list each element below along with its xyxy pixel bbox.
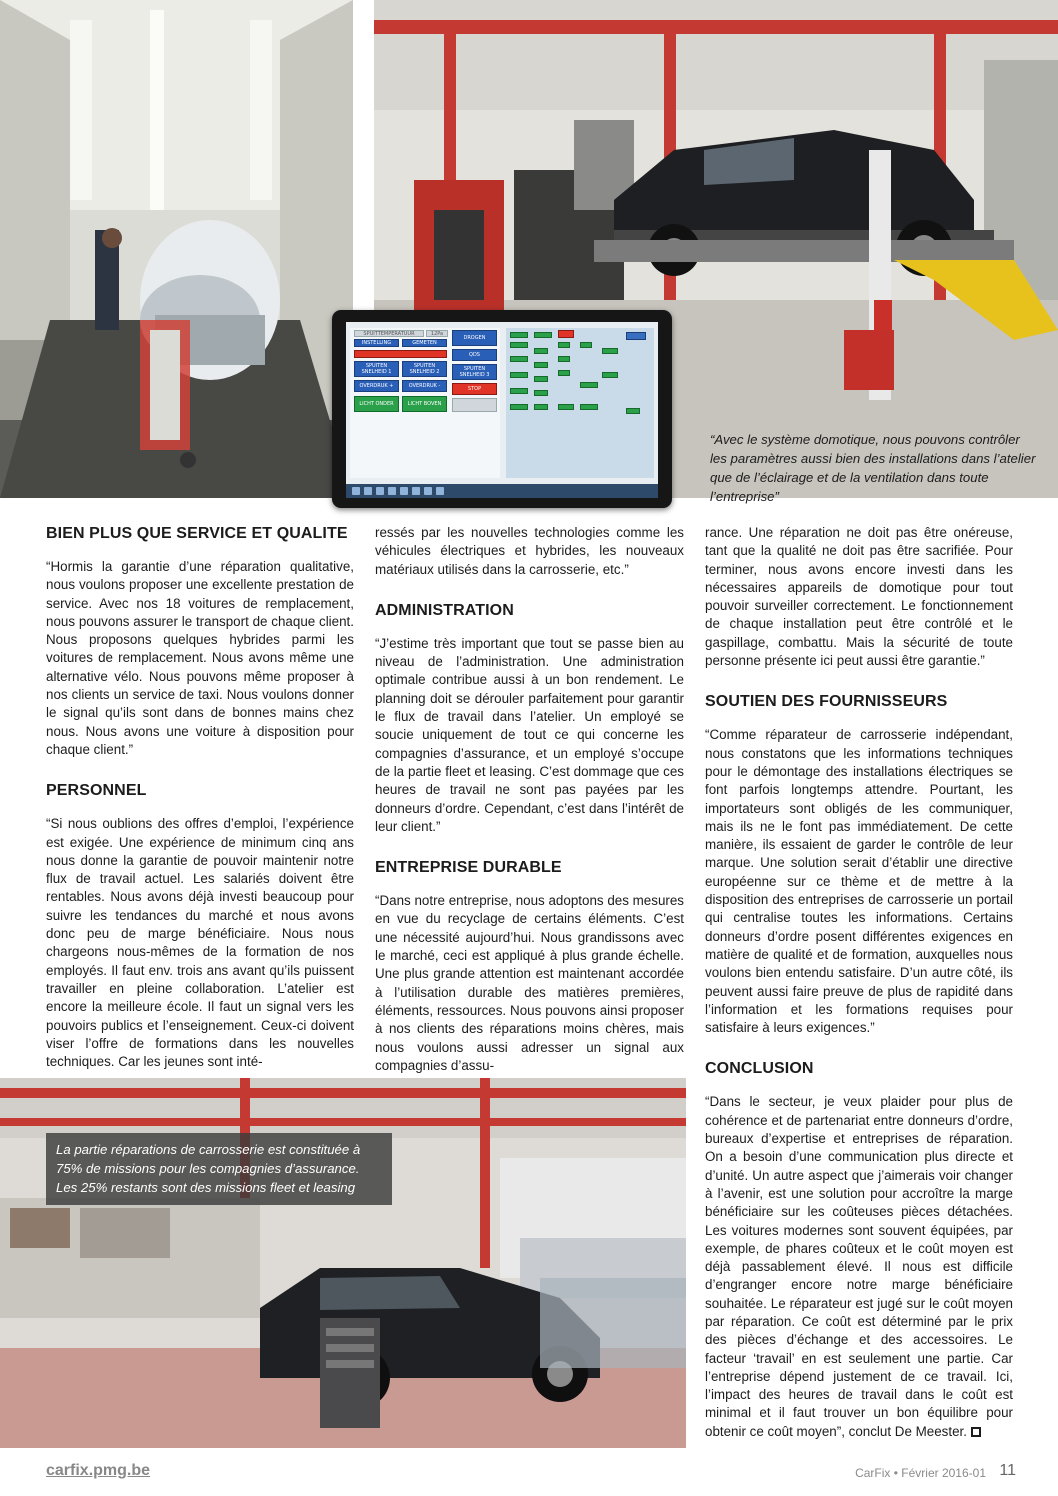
heading-suppliers: SOUTIEN DES FOURNISSEURS	[705, 693, 948, 711]
floorplan-node[interactable]	[534, 348, 548, 354]
overdruk-plus-button[interactable]: OVERDRUK +	[354, 380, 399, 392]
app-icon[interactable]	[364, 487, 372, 495]
floorplan-node[interactable]	[534, 404, 548, 410]
page-number: 11	[999, 1462, 1016, 1479]
conclusion-text: “Dans le secteur, je veux plaider pour plus de cohérence et de partenariat entre donneurs d’ordre, bureaux d’expertise et entreprises de réparation. On a besoin d’une communication plus directe et d’unité. Un autre aspect que j’aimerais voir changer à l’avenir, est une solution pour accroître la marge bénéficiaire sur les coûteuses pièces détachées. Les voitures modernes sont souvent équipées, par exemple, de phares coûteux et le coût moyen est déjà passablement élevé. Il nous est difficile d’engranger encore notre marge bénéficiaire souhaitée. Le réparateur est jugé sur le coût moyen par réparation. Ce coût est déterminé par le prix des pièces d’échange et des accessoires. Le facteur ‘travail’ en est seulement une partie. Car l’entreprise dépend justement de ce travail. Ici, l’impact des heures de travail dans le coût est minimal et il faut trouver un bon équilibre pour obtenir ce coût moyen”, conclut De Meester.	[705, 1094, 1013, 1439]
column-1	[46, 524, 354, 1071]
overdruk-min-button[interactable]: OVERDRUK -	[402, 380, 447, 392]
floorplan-node[interactable]	[602, 372, 618, 378]
spuiten-3-button[interactable]: SPUITEN SNELHEID 3	[452, 364, 497, 380]
paragraph: “Hormis la garantie d’une réparation qualitative, nous voulons proposer une excellente prestation de service. Avec nos 18 voitures de remplacement, nous pouvons assurer le transport de chaque client. Nous proposons quelques hybrides parmi les voitures de remplacement. Nous avons même une alternative vélo. Nous pouvons même proposer à nos clients un service de taxi. Nous voulons donner le signal qu’ils sont dans de bonnes mains chez nous. Nous avons une voiture à disposition pour chaque client.”	[46, 559, 354, 757]
drogen-button[interactable]: DROGEN	[452, 330, 497, 346]
heading-personnel: PERSONNEL	[46, 782, 147, 800]
floorplan-node[interactable]	[558, 356, 570, 362]
heading-service: BIEN PLUS QUE SERVICE ET QUALITE	[46, 525, 348, 542]
workshop-floorplan	[506, 328, 654, 478]
paragraph: rance. Une réparation ne doit pas être onéreuse, tant que la qualité ne doit pas être sacrifiée. Pour terminer, nous avons encore investi dans les nécessaires appareils de domotique pour tout pouvoir surveiller correctement. Le fonctionnement de chaque installation peut être contrôlé et le gaspillage, combattu. Mais la sécurité de toute personne présente ici peut aussi être garantie.”	[705, 525, 1013, 669]
floorplan-node[interactable]	[558, 370, 570, 376]
floorplan-alarm[interactable]	[558, 330, 574, 338]
booth-control-panel	[350, 328, 500, 478]
paragraph: ressés par les nouvelles technologies comme les véhicules électriques et hybrides, les nouveaux matériaux utilisés dans la carrosserie, etc.”	[375, 525, 684, 577]
floorplan-node[interactable]	[626, 332, 646, 340]
floorplan-node[interactable]	[510, 342, 528, 348]
app-icon[interactable]	[400, 487, 408, 495]
floorplan-node[interactable]	[534, 376, 548, 382]
floorplan-node[interactable]	[510, 356, 528, 362]
floorplan-node[interactable]	[510, 404, 528, 410]
floorplan-node[interactable]	[534, 390, 548, 396]
floorplan-node[interactable]	[558, 342, 570, 348]
instelling-button[interactable]: INSTELLING	[354, 339, 399, 347]
floorplan-node[interactable]	[510, 372, 528, 378]
taskbar	[346, 484, 658, 498]
footer-website-link[interactable]: carfix.pmg.be	[46, 1462, 151, 1479]
app-icon[interactable]	[436, 487, 444, 495]
spuiten-1-button[interactable]: SPUITEN SNELHEID 1	[354, 361, 399, 377]
heading-administration: ADMINISTRATION	[375, 601, 514, 619]
paragraph: “Si nous oublions des offres d’emploi, l’expérience est exigée. Une expérience de minimum cinq ans nous donne la garantie de pouvoir maintenir notre flux de travail actuel. Les salariés doivent être rentables. Nous avons déjà investi beaucoup pour suivre les tendances du marché et nous avons donc peu de marge bénéficiaire. Nous nous chargeons nous-mêmes de la formation de nos employés. Il faut env. trois ans avant qu’ils puissent travailler en pleine collaboration. L’atelier est encore la meilleure école. Il faut un signal vers les pouvoirs publics et l’enseignement. Ceux-ci doivent viser l’offre de formations dans les nouvelles techniques. Car les jeunes sont inté-	[46, 816, 354, 1070]
qds-button[interactable]: QDS	[452, 349, 497, 361]
column-3	[705, 524, 1013, 1441]
floorplan-node[interactable]	[580, 342, 592, 348]
floorplan-node[interactable]	[510, 388, 528, 394]
floorplan-node[interactable]	[558, 404, 574, 410]
app-icon[interactable]	[388, 487, 396, 495]
paragraph: “Dans notre entreprise, nous adoptons des mesures en vue du recyclage de certains éléments. C’est une nécessité aujourd’hui. Nous grandissons avec le marché, ceci est appliqué à plus grande échelle. Une plus grande attention est maintenant accordée à l’utilisation durable des matières premières, éléments, ressources. Nous pouvons ainsi proposer à nos clients des réparations moins chères, mais nous voulons aussi adresser un signal aux compagnies d’assu-	[375, 893, 684, 1073]
paragraph: “Comme réparateur de carrosserie indépendant, nous constatons que les informations techniques pour le démontage des installations électriques se font parfois longtemps attendre. Pourtant, les importateurs sont obligés de les communiquer, mais ils ne le font pas immédiatement. De cette manière, ils essaient de garder le contrôle de leur marque. Une solution serait d’établir une directive européenne sur ce thème et de mettre à la disposition des entreprises de carrosserie un portail qui centralise toutes les informations. Certains donneurs d’ordre posent différentes exigences en matière de qualité et de formation, auxquelles nous voulons bien entendu satisfaire. D’un autre côté, ils peuvent aussi faire preuve de plus de rapidité dans l’information et les formations requises pour satisfaire à leurs exigences.”	[705, 727, 1013, 1036]
tablet-domotics	[332, 310, 672, 508]
heading-sustainable: ENTREPRISE DURABLE	[375, 859, 562, 877]
licht-onder-button[interactable]: LICHT ONDER	[354, 396, 399, 412]
caption-domotics: “Avec le système domotique, nous pouvons contrôler les paramètres aussi bien des installations dans l’atelier que de l’éclairage et de la ventilation dans toute l’entreprise”	[710, 432, 1036, 504]
licht-boven-button[interactable]: LICHT BOVEN	[402, 396, 447, 412]
app-icon[interactable]	[376, 487, 384, 495]
floorplan-node[interactable]	[580, 404, 598, 410]
floorplan-node[interactable]	[534, 362, 548, 368]
floorplan-node[interactable]	[602, 348, 618, 354]
app-icon[interactable]	[412, 487, 420, 495]
footer-issue: CarFix • Février 2016-01	[855, 1466, 986, 1480]
photo-paint-booth	[0, 0, 353, 498]
tablet-screen	[346, 322, 658, 498]
floorplan-node[interactable]	[510, 332, 528, 338]
paragraph: “J’estime très important que tout se passe bien au niveau de l’administration. Une administration optimale contribue aussi à un bon rendement. Le planning doit se dérouler parfaitement pour garantir le flux de travail dans l’atelier. Un employé se soucie uniquement de tout ce qui concerne les compagnies d’assurance, et un employé s’occupe de la partie fleet et leasing. C’est dommage que ces heures de travail ne sont pas payées par les donneurs d’ordre. Cependant, c’est dans l’intérêt de leur client.”	[375, 635, 684, 834]
end-mark-icon	[971, 1427, 981, 1437]
column-2	[375, 524, 684, 1075]
disabled-button	[452, 398, 497, 412]
spuiten-2-button[interactable]: SPUITEN SNELHEID 2	[402, 361, 447, 377]
pressure-readout: 12Pa	[426, 330, 448, 337]
gemeten-button[interactable]: GEMETEN	[402, 339, 447, 347]
start-icon[interactable]	[352, 487, 360, 495]
paragraph-conclusion	[705, 1093, 1013, 1441]
stop-button[interactable]: STOP	[452, 383, 497, 395]
floorplan-node[interactable]	[534, 332, 552, 338]
caption-body-shop: La partie réparations de carrosserie est constituée à 75% de missions pour les compagnies d’assurance. Les 25% restants sont des missions fleet et leasing	[46, 1133, 392, 1205]
booth-alarm-bar	[354, 350, 447, 358]
app-icon[interactable]	[424, 487, 432, 495]
heading-conclusion: CONCLUSION	[705, 1060, 814, 1078]
floorplan-node[interactable]	[626, 408, 640, 414]
booth-header: SPUITTEMPERATUUR	[354, 330, 424, 337]
floorplan-node[interactable]	[580, 382, 598, 388]
